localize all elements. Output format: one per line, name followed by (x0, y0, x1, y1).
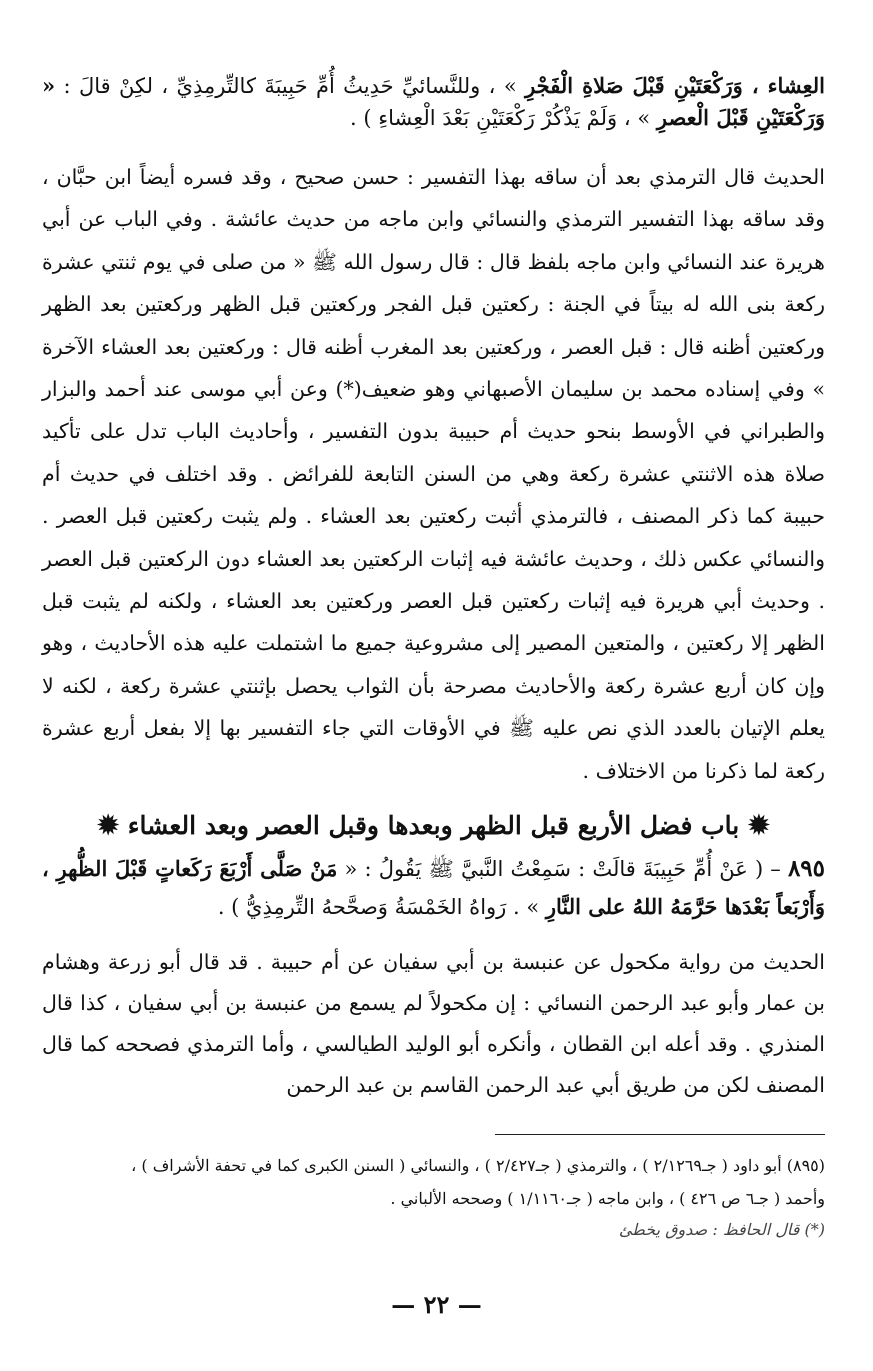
hadith-text-bold: « وَرَكْعَتَيْنِ قَبْلَ الْعصرِ (42, 73, 825, 130)
hadith-text-bold: العِشاء ، وَرَكْعَتَيْنِ قَبْلَ صَلاةِ الْفَجْرِ (525, 73, 825, 98)
hadith-895 (42, 850, 825, 926)
chapter-title: باب فضل الأربع قبل الظهر وبعدها وقبل العصر وبعد العشاء (127, 811, 740, 841)
star-ornament-icon: ✹ (97, 811, 120, 842)
commentary-paragraph-2: الحديث من رواية مكحول عن عنبسة بن أبي سفيان عن أم حبيبة . قد قال أبو زرعة وهشام بن عمار وأبو عبد الرحمن النسائي : إن مكحولاً لم يسمع من عنبسة بن أبي سفيان ، كذا قال المنذري . وقد أعله ابن القطان ، وأنكره أبو الوليد الطيالسي ، وأما الترمذي فصححه كما قال المصنف لكن من طريق أبي عبد الرحمن القاسم بن عبد الرحمن (42, 950, 825, 1098)
footnote-line: وأحمد ( جـ٦ ص ٤٢٦ ) ، وابن ماجه ( جـ١/١١٦٠ ) وصححه الألباني . (390, 1189, 825, 1209)
hadith-opening: ( عَنْ أُمِّ حَبِيبَةَ قالَتْ : سَمِعْتُ النَّبيَّ ﷺ يَقُولُ : « (337, 857, 764, 882)
handwritten-note: (*) قال الحافظ : صدوق يخطئ (618, 1220, 825, 1240)
hadith-dash: – (763, 857, 788, 882)
footnote-divider (495, 1134, 825, 1135)
footnotes (42, 1149, 825, 1245)
hadith-continuation (42, 70, 825, 134)
commentary-paragraph: الحديث قال الترمذي بعد أن ساقه بهذا التفسير : حسن صحيح ، وقد فسره أيضاً ابن حبَّان ، وقد ساقه بهذا التفسير الترمذي والنسائي وابن ماجه من حديث عائشة . وفي الباب عن أبي هريرة عند النسائي وابن ماجه بلفظ قال : قال رسول الله ﷺ « من صلى في يوم ثنتي عشرة ركعة بنى الله له بيتاً في الجنة : ركعتين قبل الفجر وركعتين قبل الظهر وركعتين بعد الظهر وركعتين أظنه قال : قبل العصر ، وركعتين بعد المغرب أظنه قال : وركعتين بعد العشاء الآخرة » وفي إسناده محمد بن سليمان الأصبهاني وهو ضعيف(*) وعن أبي موسى عند أحمد والبزار والطبراني في الأوسط بنحو حديث أم حبيبة بدون التفسير ، وأحاديث الباب تدل على تأكيد صلاة هذه الاثنتي عشرة ركعة وهي من السنن التابعة للفرائض . وقد اختلف في حديث أم حبيبة كما ذكر المصنف ، فالترمذي أثبت ركعتين بعد العشاء . ولم يثبت ركعتين قبل العصر . والنسائي عكس ذلك ، وحديث عائشة فيه إثبات الركعتين بعد العشاء دون الركعتين قبل العصر . وحديث أبي هريرة فيه إثبات ركعتين قبل العصر وركعتين بعد العشاء ، ولكنه لم يثبت قبل الظهر إلا ركعتين ، والمتعين المصير إلى مشروعية جميع ما اشتملت عليه هذه الأحاديث ، وهو وإن كان أربع عشرة ركعة والأحاديث مصرحة بأن الثواب يحصل بإثنتي عشرة ركعة ، لكنه لا يعلم الإتيان بالعدد الذي نص عليه ﷺ في الأوقات التي جاء التفسير بها إلا بفعل أربع عشرة ركعة لما ذكرنا من الاختلاف . (42, 165, 825, 783)
footnote-line: (٨٩٥) أبو داود ( جـ٢/١٢٦٩ ) ، والترمذي ( جـ٢/٤٢٧ ) ، والنسائي ( السنن الكبرى كما في تحفة الأشراف ) ، (131, 1156, 825, 1176)
hadith-matn: مَنْ صَلَّى أَرْبَعَ رَكَعاتٍ قَبْلَ الظُّهرِ ، وَأَرْبَعاً بَعْدَها حَرَّمَهُ اللهُ على النَّارِ (42, 856, 825, 920)
hadith-closing: » . رَواهُ الخَمْسَةُ وَصحَّحهُ التِّرمِذِيُّ ) . (217, 895, 546, 920)
chapter-heading (42, 806, 825, 846)
star-ornament-icon: ✹ (747, 811, 770, 842)
hadith-text: » ، وللنَّسائيِّ حَدِيثُ أُمِّ حَبِيبَةَ كالتِّرمِذِيِّ ، لكِنْ قالَ : (63, 74, 526, 98)
page-number: — ٢٢ — (391, 1290, 482, 1319)
footnote-divider-wrap (42, 1134, 825, 1135)
hadith-text: » ، وَلَمْ يَذْكُرْ رَكْعَتَيْنِ بَعْدَ الْعِشاءِ ) . (350, 106, 657, 130)
hadith-number: ٨٩٥ (787, 855, 825, 883)
